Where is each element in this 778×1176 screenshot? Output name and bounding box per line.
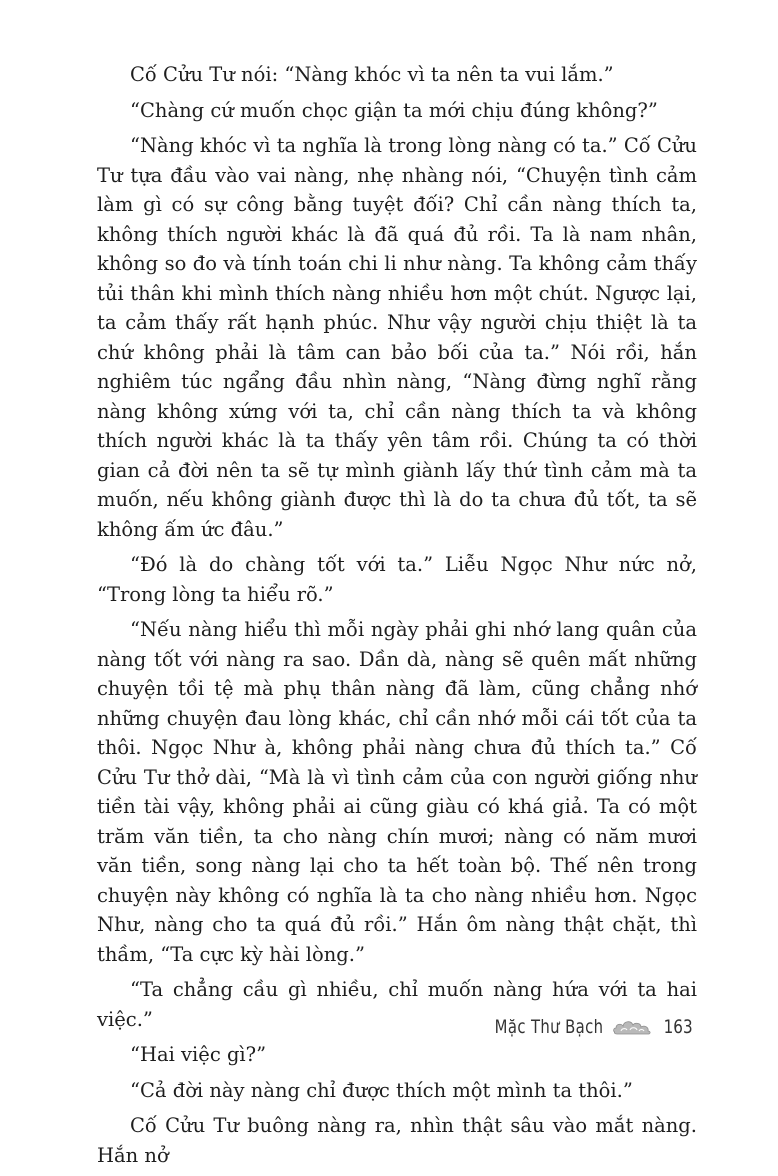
paragraph: “Chàng cứ muốn chọc giận ta mới chịu đúng không?” <box>130 98 658 122</box>
body-text <box>97 60 697 1176</box>
paragraph: Cố Cửu Tư buông nàng ra, nhìn thật sâu vào mắt nàng. Hắn nở <box>97 1114 697 1167</box>
paragraph: “Đó là do chàng tốt với ta.” Liễu Ngọc Như nức nở, “Trong lòng ta hiểu rõ.” <box>97 553 697 606</box>
cloud-ornament-icon <box>612 1017 652 1037</box>
page-number: 163 <box>663 1016 693 1038</box>
paragraph: “Ta chẳng cầu gì nhiều, chỉ muốn nàng hứa với ta hai việc.” <box>97 978 697 1031</box>
paragraph: Cố Cửu Tư nói: “Nàng khóc vì ta nên ta vui lắm.” <box>130 63 614 86</box>
author-name: Mặc Thư Bạch <box>494 1016 604 1038</box>
paragraph: “Nàng khóc vì ta nghĩa là trong lòng nàng có ta.” Cố Cửu Tư tựa đầu vào vai nàng, nhẹ nhàng nói, “Chuyện tình cảm làm gì có sự công bằng tuyệt đối? Chỉ cần nàng thích ta, không thích người khác là đã quá đủ rồi. Ta là nam nhân, không so đo và tính toán chi li như nàng. Ta không cảm thấy tủi thân khi mình thích nàng nhiều hơn một chút. Ngược lại, ta cảm thấy rất hạnh phúc. Như vậy người chịu thiệt là ta chứ không phải là tâm can bảo bối của ta.” Nói rồi, hắn nghiêm túc ngẩng đầu nhìn nàng, “Nàng đừng nghĩ rằng nàng không xứng với ta, chỉ cần nàng thích ta và không thích người khác là ta thấy yên tâm rồi. Chúng ta có thời gian cả đời nên ta sẽ tự mình giành lấy thứ tình cảm mà ta muốn, nếu không giành được thì là do ta chưa đủ tốt, ta sẽ không ấm ức đâu.” <box>97 134 697 541</box>
paragraph: “Nếu nàng hiểu thì mỗi ngày phải ghi nhớ lang quân của nàng tốt với nàng ra sao. Dần dà, nàng sẽ quên mất những chuyện tồi tệ mà phụ thân nàng đã làm, cũng chẳng nhớ những chuyện đau lòng khác, chỉ cần nhớ mỗi cái tốt của ta thôi. Ngọc Như à, không phải nàng chưa đủ thích ta.” Cố Cửu Tư thở dài, “Mà là vì tình cảm của con người giống như tiền tài vậy, không phải ai cũng giàu có khá giả. Ta có một trăm văn tiền, ta cho nàng chín mươi; nàng có năm mươi văn tiền, song nàng lại cho ta hết toàn bộ. Thế nên trong chuyện này không có nghĩa là ta cho nàng nhiều hơn. Ngọc Như, nàng cho ta quá đủ rồi.” Hắn ôm nàng thật chặt, thì thầm, “Ta cực kỳ hài lòng.” <box>97 618 697 966</box>
paragraph: “Hai việc gì?” <box>130 1043 267 1066</box>
page-footer <box>464 1012 696 1042</box>
paragraph: “Cả đời này nàng chỉ được thích một mình ta thôi.” <box>130 1078 633 1102</box>
